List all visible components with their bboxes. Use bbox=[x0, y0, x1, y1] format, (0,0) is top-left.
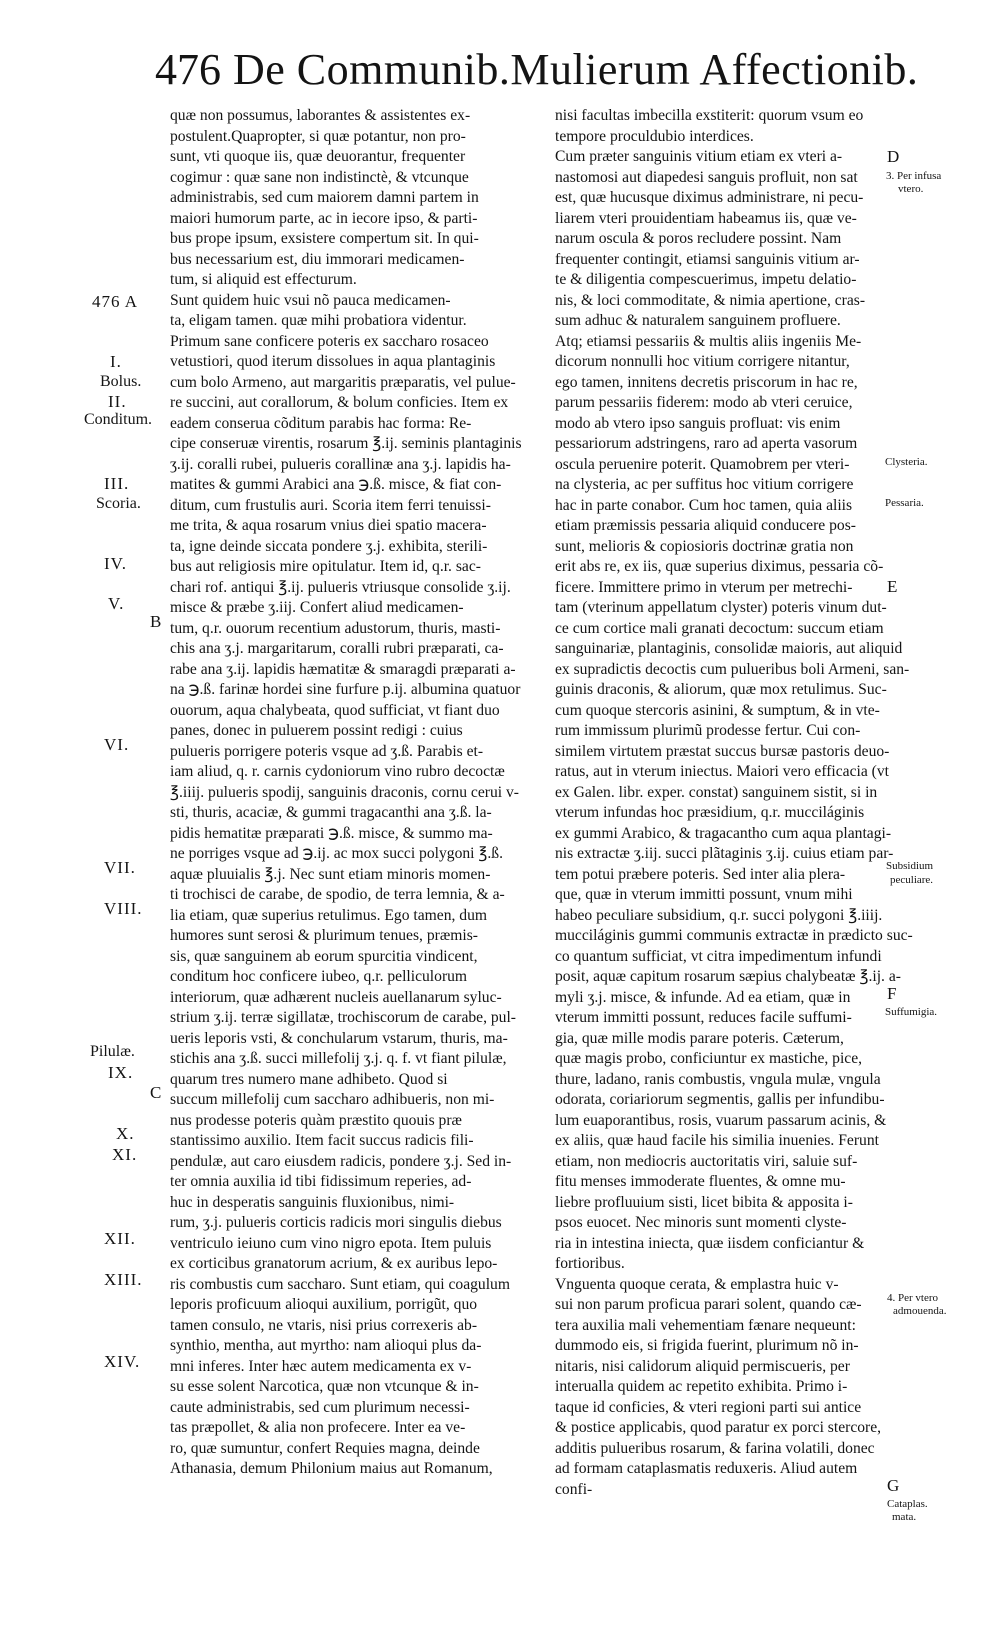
left-column-line: ℥.iiij. pulueris spodij, sanguinis draconis, cornu cerui v- bbox=[170, 783, 519, 801]
left-column-line: ris combustis cum saccharo. Sunt etiam, qui coagulum bbox=[170, 1275, 510, 1293]
left-column-line: conditum hoc conficere iubeo, q.r. pelliculorum bbox=[170, 968, 468, 985]
running-title: De Communib.Mulierum Affectionib. bbox=[233, 45, 919, 94]
right-column-line: taque id conficies, & vteri regioni parti sui antice bbox=[555, 1398, 862, 1416]
left-column-line: vetustiori, quod iterum dissolues in aqua plantaginis bbox=[170, 353, 496, 370]
margin-note-subsidium: Subsidium bbox=[886, 860, 934, 872]
right-column-line: nastomosi aut diapedesi sanguis profluit, non sat bbox=[555, 168, 858, 186]
margin-numeral-2: II. bbox=[108, 392, 127, 411]
left-column-line: su esse solent Narcotica, quæ non vtcunque & in- bbox=[170, 1378, 479, 1395]
margin-numeral-4: IV. bbox=[104, 554, 127, 573]
left-column-line: administrabis, sed cum maiorem damni partem in bbox=[170, 189, 479, 206]
margin-letter-e: E bbox=[887, 577, 899, 596]
right-column-line: cum quoque stercoris asinini, & sumptum, & in vte- bbox=[555, 701, 880, 719]
right-column-line: etiam, non mediocris auctoritatis viri, saluie suf- bbox=[555, 1152, 858, 1170]
right-text-column bbox=[555, 106, 915, 1500]
left-column-line: ter omnia auxilia id tibi fidissimum reperies, ad- bbox=[170, 1173, 472, 1190]
left-column-line: nus prodesse poteris quàm præstito quouis præ bbox=[170, 1111, 462, 1129]
right-column-line: pessariorum adstringens, raro ad aperta vasorum bbox=[555, 435, 858, 452]
left-text-column bbox=[170, 106, 530, 1480]
margin-letter-d: D bbox=[887, 147, 901, 166]
left-column-line: postulent.Quapropter, si quæ potantur, non pro- bbox=[170, 127, 466, 145]
right-column-line: liebre profluuium sisti, licet bibita & apposita i- bbox=[555, 1193, 853, 1211]
left-column-line: chis ana ʒ.j. margaritarum, coralli rubri præparati, ca- bbox=[170, 640, 504, 657]
left-column-line: humores sunt serosi & plurimum tenues, præmis- bbox=[170, 927, 478, 944]
left-column-line: lia etiam, quæ superius retulimus. Ego tamen, dum bbox=[170, 906, 488, 924]
right-column-line: nisi facultas imbecilla exstiterit: quorum vsum eo bbox=[555, 107, 864, 124]
left-column-line: cogimur : quæ sane non indistinctè, & vtcunque bbox=[170, 168, 469, 186]
right-column-line: Cum præter sanguinis vitium etiam ex vteri a- bbox=[555, 148, 843, 165]
margin-numeral-13: XIII. bbox=[104, 1270, 143, 1289]
right-column-line: na clysteria, ac per suffitus hoc vitium corrigere bbox=[555, 476, 854, 493]
left-column-line: ueris leporis vsti, & conchularum vstarum, thuris, ma- bbox=[170, 1029, 508, 1047]
right-column-line: fitu menses immoderate fluentes, & omne mu- bbox=[555, 1173, 846, 1190]
left-column-line: mni inferes. Inter hæc autem medicamenta ex v- bbox=[170, 1357, 472, 1375]
margin-note-peculiare: peculiare. bbox=[890, 874, 934, 886]
left-column-line: eadem conserua cõditum parabis hac forma: Re- bbox=[170, 414, 472, 432]
right-column-line: mucciláginis gummi communis extractæ in prædicto suc- bbox=[555, 927, 913, 944]
right-column-line: sunt, melioris & copiosioris doctrinæ gratia non bbox=[555, 537, 854, 555]
margin-numeral-7: VII. bbox=[104, 858, 136, 877]
right-column-line: sanguinariæ, plantaginis, consolidæ maioris, aut aliquid bbox=[555, 640, 903, 657]
left-column-line: strium ʒ.ij. terræ sigillatæ, trochiscorum de carabe, pul- bbox=[170, 1009, 517, 1026]
margin-note-suffumigia: Suffumigia. bbox=[885, 1006, 938, 1018]
margin-numeral-6: VI. bbox=[104, 735, 130, 754]
left-column-line: ta, eligam tamen. quæ mihi probatiora videntur. bbox=[170, 312, 467, 329]
left-column-line: tas præpollet, & alia non profecere. Inter ea ve- bbox=[170, 1419, 466, 1436]
margin-note-mata: mata. bbox=[892, 1511, 917, 1523]
right-column-line: nis extractæ ʒ.iij. succi plãtaginis ʒ.ij. cuius etiam par- bbox=[555, 845, 894, 862]
margin-note-scoria: Scoria. bbox=[96, 495, 141, 512]
right-column-line: dummodo eis, si frigida fuerint, plurimum nõ in- bbox=[555, 1337, 859, 1354]
left-column-line: leporis proficuum alioqui auxilium, porrigũt, quo bbox=[170, 1296, 478, 1313]
right-column-line: ex aliis, quæ haud facile his similia inuenies. Ferunt bbox=[555, 1132, 879, 1149]
right-column-line: ex supradictis decoctis cum pulueribus boli Armeni, san- bbox=[555, 660, 910, 678]
right-column-line: ego tamen, innitens decretis priscorum in hac re, bbox=[555, 373, 858, 391]
right-column-line: quæ magis probo, conficiuntur ex mastiche, pice, bbox=[555, 1050, 863, 1067]
right-column-line: habeo peculiare subsidium, q.r. succi polygoni ℥.iiij. bbox=[555, 906, 883, 924]
left-column-line: ex corticibus granatorum acrium, & ex auribus lepo- bbox=[170, 1255, 498, 1272]
left-column-line: stantissimo auxilio. Item facit succus radicis fili- bbox=[170, 1132, 474, 1149]
right-column-line: modo ab vtero ipso sanguis profluat: vis enim bbox=[555, 414, 841, 432]
right-column-line: tempore proculdubio interdices. bbox=[555, 127, 754, 145]
left-column-line: ventriculo ieiuno cum vino nigro epota. Item puluis bbox=[170, 1234, 492, 1252]
left-column-line: ro, quæ sumuntur, confert Requies magna, deinde bbox=[170, 1439, 480, 1457]
right-column-line: myli ʒ.j. misce, & infunde. Ad ea etiam, quæ in bbox=[555, 988, 851, 1006]
margin-letter-f: F bbox=[887, 984, 898, 1003]
right-column-line: hac in parte conabor. Cum hoc tamen, quia aliis bbox=[555, 496, 853, 514]
left-column-line: aquæ pluuialis ℥.j. Nec sunt etiam minoris momen- bbox=[170, 865, 491, 883]
right-column-line: erit abs re, ex iis, quæ superius diximus, pessaria cõ- bbox=[555, 558, 884, 575]
left-column-line: Sunt quidem huic vsui nõ pauca medicamen- bbox=[170, 291, 451, 309]
right-column-line: sum adhuc & naturalem sanguinem profluere. bbox=[555, 312, 841, 329]
left-column-line: sis, quæ sanguinem ab eorum spurcitia vindicent, bbox=[170, 947, 478, 965]
left-column-line: quarum tres numero mane adhibeto. Quod si bbox=[170, 1070, 448, 1088]
right-column-line: narum oscula & poros recludere possint. Nam bbox=[555, 230, 842, 247]
left-column-line: sunt, vti quoque iis, quæ deuorantur, frequenter bbox=[170, 148, 466, 165]
right-column-line: nis, & loci commoditate, & nimia apertione, cras- bbox=[555, 291, 866, 309]
left-column-line: bus prope ipsum, exsistere compertum sit. In qui- bbox=[170, 230, 479, 247]
right-column-line: lum euaporantibus, rosis, vuarum passarum acinis, & bbox=[555, 1111, 887, 1129]
left-column-line: huc in desperatis sanguinis fluxionibus, nimi- bbox=[170, 1193, 455, 1211]
left-column-line: ta, igne deinde siccata pondere ʒ.j. exhibita, sterili- bbox=[170, 537, 488, 555]
left-column-line: tum, si aliquid est effecturum. bbox=[170, 271, 357, 288]
margin-numeral-10: X. bbox=[116, 1124, 135, 1143]
margin-note-bolus: Bolus. bbox=[100, 373, 142, 390]
right-column-line: tem potui præbere poteris. Sed inter alia plera- bbox=[555, 865, 846, 883]
margin-note-per-infusa: 3. Per infusa bbox=[886, 170, 942, 182]
right-column-line: co quantum sufficiat, vt citra impedimentum infundi bbox=[555, 947, 882, 965]
right-column-line: te & diligentia compescuerimus, impetu delatio- bbox=[555, 271, 857, 288]
right-column-line: thure, ladano, ranis combustis, vngula mulæ, vngula bbox=[555, 1070, 881, 1088]
right-column-line: liarem vteri prouidentiam habeamus iis, quæ ve- bbox=[555, 209, 857, 227]
right-column-line: rum immissum plurimũ prodesse fertur. Cui con- bbox=[555, 722, 861, 739]
right-column-line: gia, quæ mille modis parare poteris. Cæterum, bbox=[555, 1029, 844, 1047]
right-column-line: tera auxilia mali vehementiam fænare nequeunt: bbox=[555, 1316, 856, 1334]
left-column-line: rum, ʒ.j. pulueris corticis radicis mori singulis diebus bbox=[170, 1214, 502, 1231]
page-header bbox=[155, 40, 955, 100]
left-column-line: interiorum, quæ adhærent nucleis auellanarum syluc- bbox=[170, 988, 502, 1006]
right-column-line: interualla quidem ac repetito exhibita. Primo i- bbox=[555, 1378, 848, 1395]
left-column-line: iam aliud, q. r. carnis cydoniorum vino rubro decoctæ bbox=[170, 763, 505, 780]
left-column-line: ouorum, aqua chalybeata, quod sufficiat, vt fiant duo bbox=[170, 701, 500, 719]
margin-numeral-5: V. bbox=[108, 594, 125, 613]
margin-note-cataplasmata: Cataplas. bbox=[887, 1498, 928, 1510]
left-column-line: rabe ana ʒ.ij. lapidis hæmatitæ & smaragdi præparati a- bbox=[170, 660, 516, 678]
right-column-line: ex Galen. libr. exper. constat) sanguinem sistit, si in bbox=[555, 783, 878, 801]
right-column-line: ex gummi Arabico, & tragacantho cum aqua plantagi- bbox=[555, 824, 892, 842]
margin-ref-476a: 476 A bbox=[92, 292, 139, 311]
right-column-line: ficere. Immittere primo in vterum per metrechi- bbox=[555, 578, 853, 596]
right-column-line: guinis draconis, & aliorum, quæ mox retulimus. Suc- bbox=[555, 681, 887, 698]
margin-numeral-9: IX. bbox=[108, 1063, 134, 1082]
margin-letter-b: B bbox=[150, 612, 163, 631]
right-column-line: vterum infundas hoc præsidium, q.r. mucciláginis bbox=[555, 804, 865, 821]
margin-note-utero: vtero. bbox=[898, 183, 924, 195]
left-column-line: ti trochisci de carabe, de spodio, de terra lemnia, & a- bbox=[170, 886, 505, 903]
margin-note-admouenda: admouenda. bbox=[893, 1305, 947, 1317]
margin-letter-c: C bbox=[150, 1083, 163, 1102]
left-column-line: ditum, cum frustulis auri. Scoria item ferri tenuissi- bbox=[170, 496, 491, 514]
right-column-line: sui non parum proficua parari solent, quando cæ- bbox=[555, 1296, 862, 1313]
right-column-line: similem virtutem præstat succus bursæ pastoris deuo- bbox=[555, 742, 890, 760]
margin-numeral-1: I. bbox=[110, 352, 122, 371]
margin-note-pilulae: Pilulæ. bbox=[90, 1043, 135, 1060]
left-column-line: pulueris porrigere poteris vsque ad ʒ.ß. Parabis et- bbox=[170, 742, 484, 760]
left-column-line: tum, q.r. ouorum recentium adustorum, thuris, masti- bbox=[170, 619, 501, 637]
left-column-line: Primum sane conficere poteris ex saccharo rosaceo bbox=[170, 332, 489, 350]
left-column-line: maiori humorum parte, ac in iecore ipso, & parti- bbox=[170, 209, 478, 227]
margin-note-clysteria: Clysteria. bbox=[885, 456, 928, 468]
left-column-line: synthio, mentha, aut myrtho: nam alioqui plus da- bbox=[170, 1337, 482, 1354]
left-column-line: pendulæ, aut caro eiusdem radicis, pondere ʒ.j. Sed in- bbox=[170, 1152, 512, 1170]
right-column-line: oscula peruenire poterit. Quamobrem per vteri- bbox=[555, 455, 850, 473]
right-column-line: tam (vterinum appellatum clyster) poteris vinum dut- bbox=[555, 599, 887, 616]
page-number: 476 bbox=[155, 45, 221, 94]
left-column-line: cipe conseruæ virentis, rosarum ℥.ij. seminis plantaginis bbox=[170, 435, 522, 452]
left-column-line: tamen consulo, ne vtaris, nisi prius correxeris ab- bbox=[170, 1316, 478, 1334]
right-column-line: posit, aquæ capitum rosarum sæpius chalybeatæ ℥.ij. a- bbox=[555, 968, 901, 985]
left-column-line: panes, donec in puluerem possint redigi : cuius bbox=[170, 722, 463, 739]
right-column-line: ratus, aut in vterum iniectus. Maiori vero efficacia (vt bbox=[555, 763, 889, 780]
left-column-line: re succini, aut corallorum, & bolum conficies. Item ex bbox=[170, 394, 509, 411]
left-column-line: ʒ.ij. coralli rubei, pulueris corallinæ ana ʒ.j. lapidis ha- bbox=[170, 455, 511, 473]
left-column-line: pidis hematitæ præparati ℈.ß. misce, & summo ma- bbox=[170, 824, 493, 842]
margin-numeral-3: III. bbox=[104, 474, 130, 493]
margin-numeral-12: XII. bbox=[104, 1229, 136, 1248]
right-column-line: ria in intestina iniecta, quæ iisdem conficiantur & bbox=[555, 1234, 865, 1252]
left-column-line: sti, thuris, acaciæ, & gummi tragacanthi ana ʒ.ß. la- bbox=[170, 804, 492, 821]
left-column-line: quæ non possumus, laborantes & assistentes ex- bbox=[170, 107, 471, 124]
margin-note-per-utero: 4. Per vtero bbox=[887, 1292, 939, 1304]
right-column-line: ce cum cortice mali granati decoctum: succum etiam bbox=[555, 619, 884, 637]
right-column-line: confi- bbox=[555, 1480, 593, 1498]
left-column-line: matites & gummi Arabici ana ℈.ß. misce, & fiat con- bbox=[170, 476, 502, 493]
right-column-line: etiam præmissis pessaria aliquid conducere pos- bbox=[555, 517, 856, 534]
left-column-line: cum bolo Armeno, aut margaritis præparatis, vel pulue- bbox=[170, 373, 516, 391]
left-column-line: stichis ana ʒ.ß. succi millefolij ʒ.j. q. f. vt fiant pilulæ, bbox=[170, 1050, 507, 1067]
left-column-line: bus aut religiosis mire opitulatur. Item id, q.r. sac- bbox=[170, 558, 481, 575]
left-column-line: me trita, & aqua rosarum vnius diei spatio macera- bbox=[170, 517, 487, 534]
left-column-line: Athanasia, demum Philonium maius aut Romanum, bbox=[170, 1460, 493, 1477]
right-column-line: que, quæ in vterum immitti possunt, vnum mihi bbox=[555, 886, 853, 903]
left-column-line: ne porriges vsque ad ℈.ij. ac mox succi polygoni ℥.ß. bbox=[170, 845, 504, 862]
right-column-line: frequenter contingit, etiamsi sanguinis vitium ar- bbox=[555, 250, 860, 268]
right-column-line: vterum immitti possunt, reduces facile suffumi- bbox=[555, 1009, 852, 1026]
right-column-line: ad formam cataplasmatis reduxeris. Aliud autem bbox=[555, 1460, 858, 1477]
left-column-line: caute administrabis, sed cum plurimum necessi- bbox=[170, 1398, 470, 1416]
left-column-line: succum millefolij cum saccharo adhibueris, non mi- bbox=[170, 1091, 495, 1108]
right-column-line: & postice applicabis, quod paratur ex porci stercore, bbox=[555, 1419, 882, 1436]
left-column-line: chari rof. antiqui ℥.ij. pulueris vtriusque consolide ʒ.ij. bbox=[170, 578, 511, 596]
right-column-line: nitaris, nisi calidorum aliquid permiscueris, per bbox=[555, 1357, 850, 1375]
right-column-line: Vnguenta quoque cerata, & emplastra huic v- bbox=[555, 1275, 839, 1293]
right-column-line: dicorum nonnulli hoc vitium corrigere nitantur, bbox=[555, 353, 850, 370]
margin-numeral-11: XI. bbox=[112, 1145, 138, 1164]
left-column-line: bus necessarium est, diu immorari medicamen- bbox=[170, 250, 465, 268]
margin-letter-g: G bbox=[887, 1476, 901, 1495]
margin-numeral-8: VIII. bbox=[104, 899, 143, 918]
right-column-line: parum pessariis fiderem: modo ab vteri ceruice, bbox=[555, 394, 853, 411]
right-column-line: odorata, coriariorum segmentis, gallis per infundibu- bbox=[555, 1091, 885, 1108]
margin-note-conditum: Conditum. bbox=[84, 411, 153, 428]
right-column-line: additis pulueribus rosarum, & farina volatili, donec bbox=[555, 1439, 875, 1457]
right-column-line: psos euocet. Nec minoris sunt momenti clyste- bbox=[555, 1214, 847, 1231]
left-column-line: misce & præbe ʒ.iij. Confert aliud medicamen- bbox=[170, 599, 464, 616]
left-column-line: na ℈.ß. farinæ hordei sine furfure p.ij. albumina quatuor bbox=[170, 681, 521, 698]
margin-numeral-14: XIV. bbox=[104, 1352, 141, 1371]
right-column-line: est, quæ hucusque diximus administrare, ni pecu- bbox=[555, 189, 864, 206]
margin-note-pessaria: Pessaria. bbox=[885, 497, 924, 509]
right-column-line: Atq; etiamsi pessariis & multis aliis ingeniis Me- bbox=[555, 332, 862, 350]
right-column-line: fortioribus. bbox=[555, 1255, 625, 1272]
